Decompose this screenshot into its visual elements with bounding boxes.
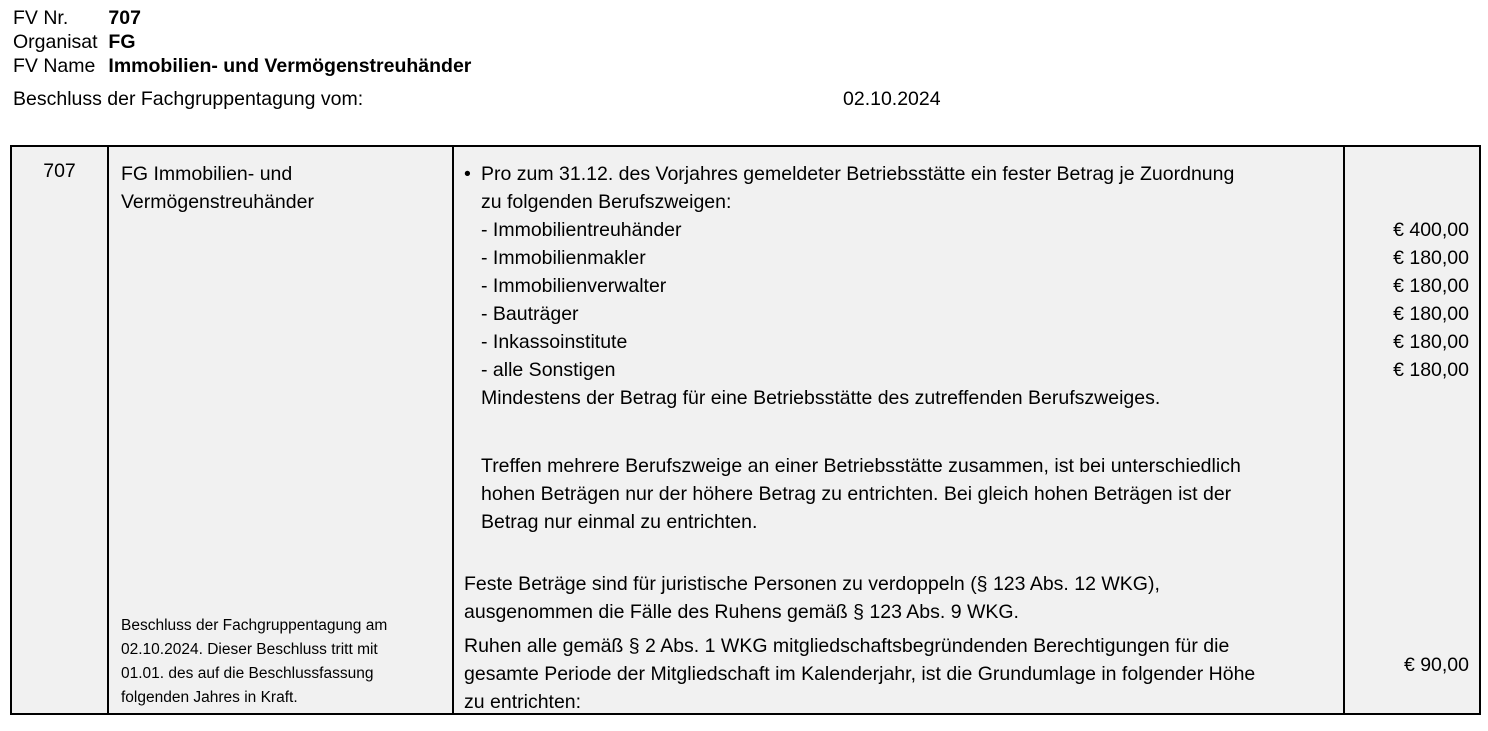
fee-amount: € 180,00 bbox=[1393, 331, 1469, 353]
fee-amount: € 400,00 bbox=[1393, 219, 1469, 241]
feste-line: ausgenommen die Fälle des Ruhens gemäß § 123 Abs. 9 WKG. bbox=[464, 601, 1019, 623]
bullet-paragraph-text bbox=[481, 160, 1333, 216]
ruhen-amount: € 90,00 bbox=[1403, 654, 1469, 676]
spacer bbox=[464, 412, 1333, 452]
fee-item-label: - Immobilienverwalter bbox=[481, 275, 667, 297]
group-note-line: folgenden Jahres in Kraft. bbox=[121, 689, 298, 706]
header-line-beschluss bbox=[13, 87, 1113, 111]
fee-item-label: - alle Sonstigen bbox=[481, 359, 616, 381]
header-line-fv-nr bbox=[13, 6, 141, 30]
header-line-fv-name bbox=[13, 54, 471, 78]
fee-amount: € 180,00 bbox=[1393, 359, 1469, 381]
ruhen-line: zu entrichten: bbox=[464, 691, 582, 713]
bullet-line: zu folgenden Berufszweigen: bbox=[481, 191, 732, 213]
fee-amount: € 180,00 bbox=[1393, 275, 1469, 297]
beschluss-date: 02.10.2024 bbox=[843, 88, 941, 110]
fee-amount: € 180,00 bbox=[1393, 247, 1469, 269]
group-note-line: Beschluss der Fachgruppentagung am bbox=[121, 617, 388, 634]
group-note-line: 02.10.2024. Dieser Beschluss tritt mit bbox=[121, 641, 378, 658]
column-fv-number bbox=[12, 147, 107, 713]
fv-nr-label: FV Nr. bbox=[13, 7, 69, 29]
feste-line: Feste Beträge sind für juristische Personen zu verdoppeln (§ 123 Abs. 12 WKG), bbox=[464, 573, 1160, 595]
fv-nr-value: 707 bbox=[108, 7, 141, 29]
treffen-line: Treffen mehrere Berufszweige an einer Betriebsstätte zusammen, ist bei unterschiedlich bbox=[481, 455, 1241, 477]
header-line-organisation bbox=[13, 30, 136, 54]
bullet-line: Pro zum 31.12. des Vorjahres gemeldeter Betriebsstätte ein fester Betrag je Zuordnung bbox=[481, 163, 1235, 185]
fee-item-label: - Immobilientreuhänder bbox=[481, 219, 682, 241]
fv-name-label: FV Name bbox=[13, 55, 96, 77]
fv-number: 707 bbox=[43, 160, 76, 182]
fv-name-value: Immobilien- und Vermögenstreuhänder bbox=[108, 55, 472, 77]
minimum-paragraph: Mindestens der Betrag für eine Betriebsstätte des zutreffenden Berufszweiges. bbox=[481, 387, 1161, 409]
bullet-icon: • bbox=[464, 163, 471, 185]
fee-item-label: - Inkassoinstitute bbox=[481, 331, 628, 353]
group-note-line: 01.01. des auf die Beschlussfassung bbox=[121, 665, 374, 682]
fee-amount: € 180,00 bbox=[1393, 303, 1469, 325]
fee-item-label: - Immobilienmakler bbox=[481, 247, 646, 269]
beschluss-label: Beschluss der Fachgruppentagung vom: bbox=[13, 88, 364, 110]
group-name: FG Immobilien- und Vermögenstreuhänder bbox=[121, 163, 314, 213]
organisation-label: Organisat bbox=[13, 31, 98, 53]
column-amounts bbox=[1343, 147, 1479, 713]
spacer bbox=[464, 536, 1333, 570]
organisation-value: FG bbox=[108, 31, 136, 53]
column-rules bbox=[452, 147, 1343, 713]
treffen-line: Betrag nur einmal zu entrichten. bbox=[481, 511, 758, 533]
column-group bbox=[107, 147, 452, 713]
ruhen-line: Ruhen alle gemäß § 2 Abs. 1 WKG mitgliedschaftsbegründenden Berechtigungen für die bbox=[464, 635, 1230, 657]
fee-table bbox=[10, 145, 1481, 715]
fee-item-label: - Bauträger bbox=[481, 303, 579, 325]
group-note bbox=[121, 614, 446, 710]
ruhen-line: gesamte Periode der Mitgliedschaft im Kalenderjahr, ist die Grundumlage in folgender Höhe bbox=[464, 663, 1256, 685]
treffen-line: hohen Beträgen nur der höhere Betrag zu entrichten. Bei gleich hohen Beträgen ist der bbox=[481, 483, 1232, 505]
bullet-paragraph bbox=[464, 160, 1333, 216]
